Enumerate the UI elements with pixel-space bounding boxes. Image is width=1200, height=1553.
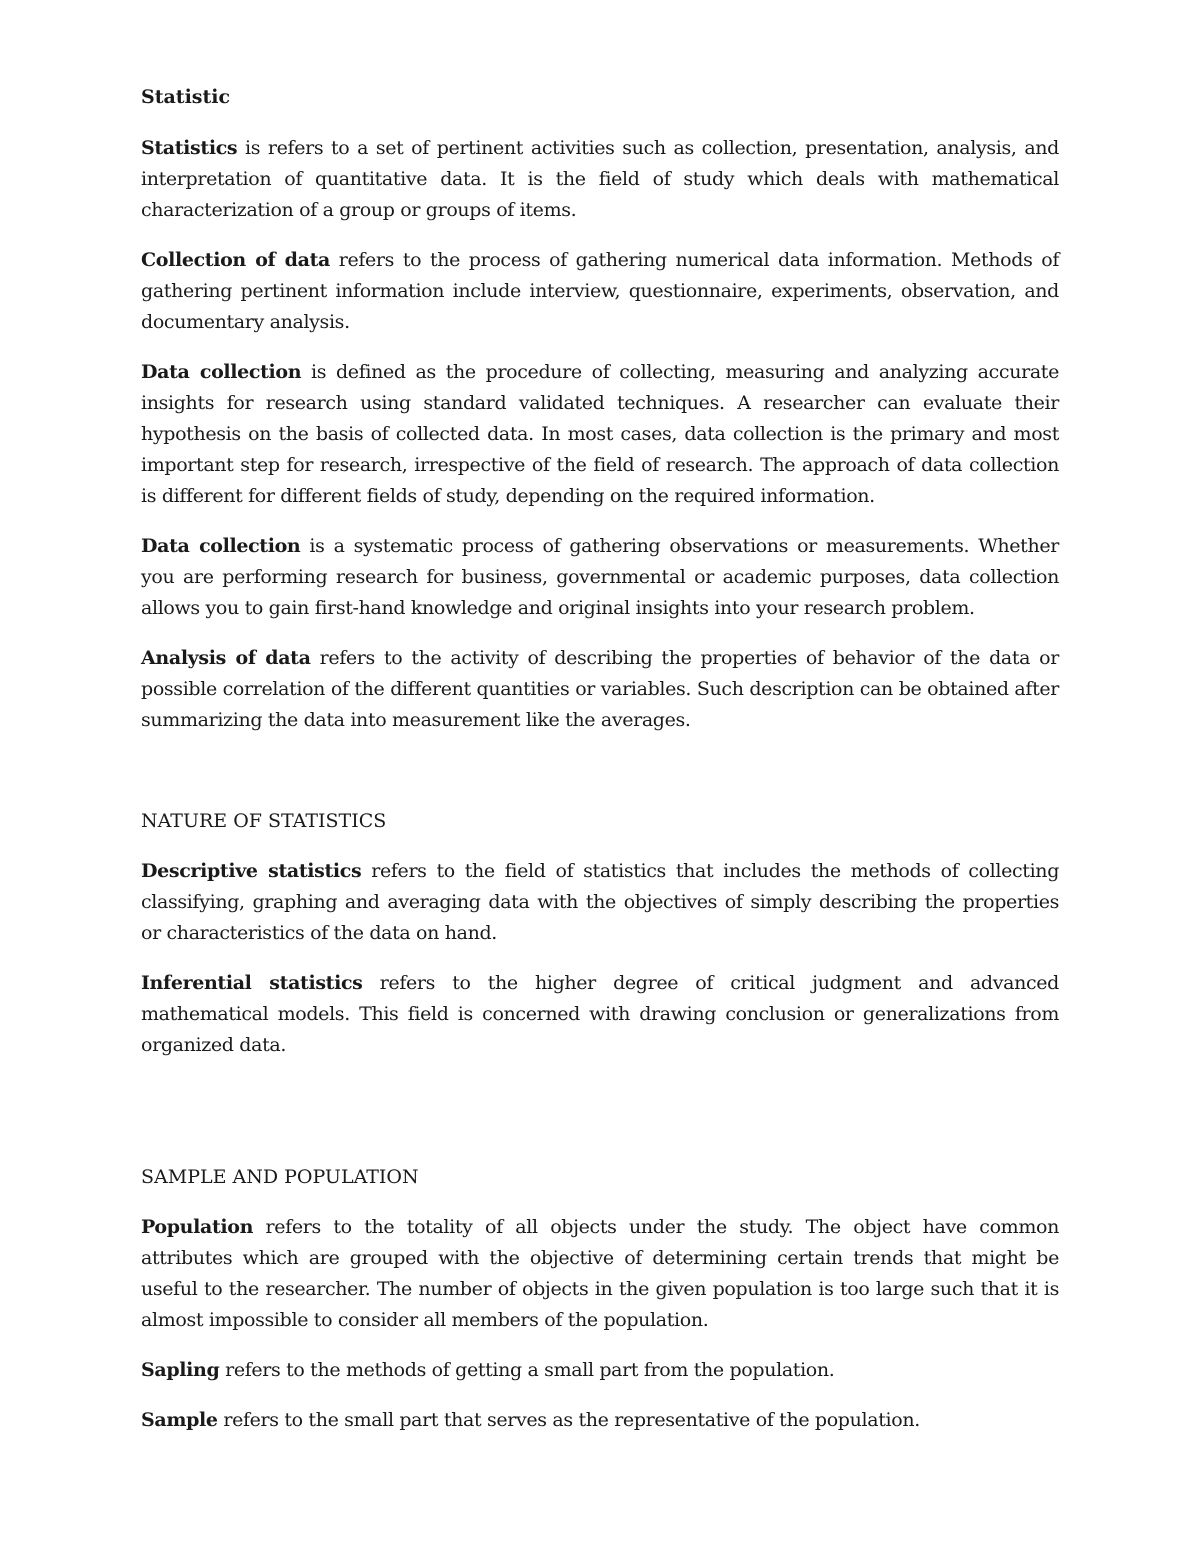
term-sample: Sample [141, 1409, 218, 1431]
section-heading-nature: NATURE OF STATISTICS [141, 810, 387, 832]
definition-sapling: refers to the methods of getting a small part from the population. [219, 1359, 835, 1381]
term-analysis-of-data: Analysis of data [141, 647, 311, 669]
term-statistics: Statistics [141, 137, 238, 159]
paragraph-sample [141, 1405, 1059, 1436]
paragraph-descriptive-statistics [141, 856, 1059, 949]
document-title: Statistic [141, 86, 231, 108]
paragraph-sapling [141, 1355, 1059, 1386]
term-data-collection-1: Data collection [141, 361, 302, 383]
term-data-collection-2: Data collection [141, 535, 301, 557]
definition-inferential-statistics: refers to the higher degree of critical judgment and advanced mathematical models. This field is concerned with drawing conclusion or generalizations from organized data. [141, 972, 1059, 1056]
paragraph-inferential-statistics [141, 968, 1059, 1061]
term-inferential-statistics: Inferential statistics [141, 972, 363, 994]
term-descriptive-statistics: Descriptive statistics [141, 860, 362, 882]
section-heading-sample-population: SAMPLE AND POPULATION [141, 1166, 419, 1188]
section-spacer [141, 1080, 1059, 1162]
term-sapling: Sapling [141, 1359, 220, 1381]
definition-statistics: is refers to a set of pertinent activities such as collection, presentation, analysis, and interpretation of quantitative data. It is the field of study which deals with mathematical characterization of a group or groups of items. [141, 137, 1059, 221]
definition-population: refers to the totality of all objects under the study. The object have common attributes which are grouped with the objective of determining certain trends that might be useful to the researcher. The number of objects in the given population is too large such that it is almost impossible to consider all members of the population. [141, 1216, 1059, 1331]
definition-sample: refers to the small part that serves as the representative of the population. [217, 1409, 920, 1431]
section-spacer [141, 755, 1059, 806]
paragraph-population [141, 1212, 1059, 1336]
term-population: Population [141, 1216, 254, 1238]
definition-data-collection-2: is a systematic process of gathering observations or measurements. Whether you are performing research for business, governmental or academic purposes, data collection allows you to gain first-hand knowledge and original insights into your research problem. [141, 535, 1059, 619]
document-body [141, 82, 1059, 1455]
paragraph-collection-of-data [141, 245, 1059, 338]
definition-analysis-of-data: refers to the activity of describing the properties of behavior of the data or possible correlation of the different quantities or variables. Such description can be obtained after summarizing the data into measurement like the averages. [141, 647, 1059, 731]
definition-data-collection-1: is defined as the procedure of collecting, measuring and analyzing accurate insights for research using standard validated techniques. A researcher can evaluate their hypothesis on the basis of collected data. In most cases, data collection is the primary and most important step for research, irrespective of the field of research. The approach of data collection is different for different fields of study, depending on the required information. [141, 361, 1059, 507]
paragraph-statistics [141, 133, 1059, 226]
term-collection-of-data: Collection of data [141, 249, 330, 271]
paragraph-analysis-of-data [141, 643, 1059, 736]
paragraph-data-collection-2 [141, 531, 1059, 624]
paragraph-data-collection-1 [141, 357, 1059, 512]
definition-collection-of-data: refers to the process of gathering numerical data information. Methods of gathering pertinent information include interview, questionnaire, experiments, observation, and documentary analysis. [141, 249, 1060, 333]
definition-descriptive-statistics: refers to the field of statistics that includes the methods of collecting classifying, graphing and averaging data with the objectives of simply describing the properties or characteristics of the data on hand. [141, 860, 1060, 944]
